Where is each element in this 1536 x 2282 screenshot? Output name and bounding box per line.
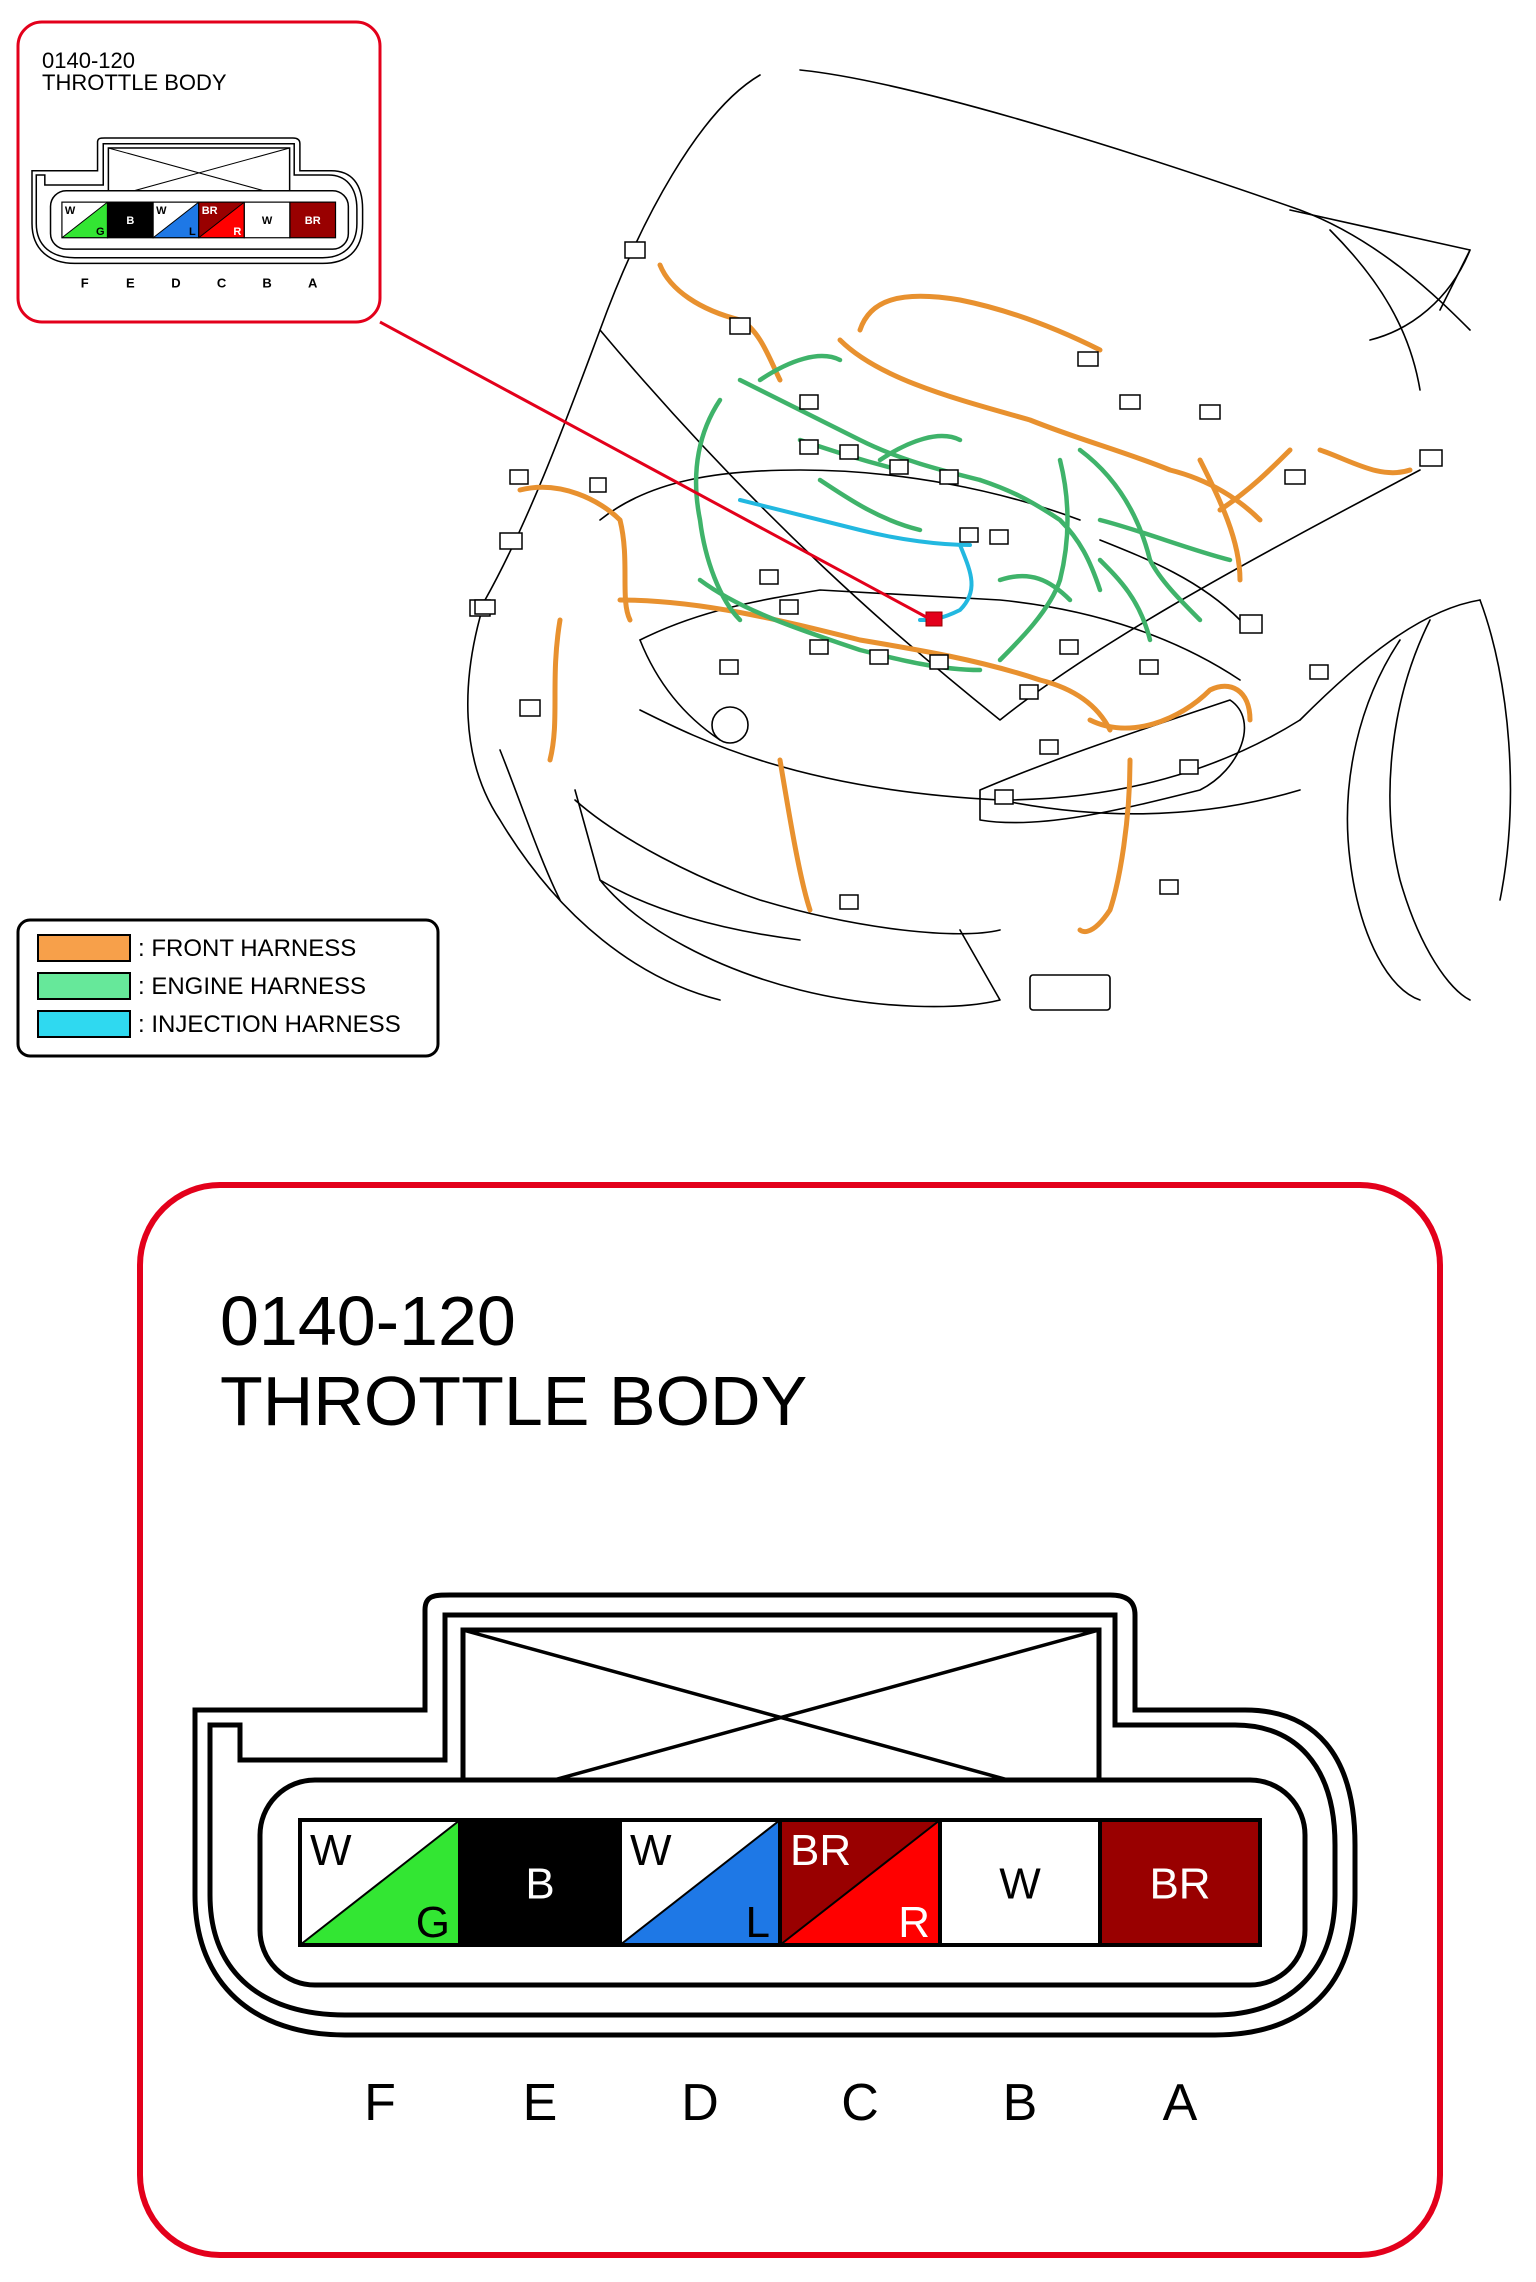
throttle-body-location-marker xyxy=(926,612,942,626)
large-pin-letter-a: A xyxy=(1162,2074,1198,2132)
harness-legend xyxy=(18,920,438,1056)
callout-leader-line xyxy=(380,322,928,618)
legend-swatch-2 xyxy=(38,1011,130,1037)
large-connector-callout xyxy=(140,1185,1440,2255)
large-pin-letter-b: B xyxy=(1002,2074,1038,2132)
legend-swatch-0 xyxy=(38,935,130,961)
small-pin-f-bottom-label: G xyxy=(95,225,105,238)
large-pin-c-bottom-label: R xyxy=(898,1898,930,1947)
small-pin-letter-c: C xyxy=(216,275,227,291)
small-connector-pins xyxy=(62,202,336,238)
large-pin-e-label: B xyxy=(525,1859,555,1909)
small-pin-b-label: W xyxy=(261,214,273,227)
small-pin-letter-f: F xyxy=(80,275,89,291)
legend-label-1: : ENGINE HARNESS xyxy=(138,973,367,1000)
small-pin-c-top-label: BR xyxy=(201,205,218,218)
legend-items xyxy=(38,935,401,1038)
small-pin-d-bottom-label: L xyxy=(188,225,196,238)
small-pin-letter-d: D xyxy=(171,275,181,291)
large-pin-c-top-label: BR xyxy=(790,1826,852,1875)
small-pin-d-top-label: W xyxy=(156,205,167,218)
large-pin-d-bottom-label: L xyxy=(745,1898,770,1947)
engine-harness-lines xyxy=(696,356,1230,670)
injection-harness-lines xyxy=(740,500,972,620)
large-connector-name: THROTTLE BODY xyxy=(220,1362,808,1440)
legend-label-2: : INJECTION HARNESS xyxy=(138,1011,401,1038)
small-pin-letter-e: E xyxy=(125,275,135,291)
small-pin-c-bottom-label: R xyxy=(233,225,242,238)
small-pin-a-label: BR xyxy=(304,214,321,227)
large-pin-c xyxy=(780,1820,940,1947)
large-connector-pins xyxy=(300,1820,1260,1947)
large-pin-letter-e: E xyxy=(522,2074,558,2132)
large-pin-b xyxy=(940,1820,1100,1945)
large-pin-letter-c: C xyxy=(841,2074,879,2132)
large-pin-d xyxy=(620,1820,780,1947)
large-pin-f-bottom-label: G xyxy=(415,1898,450,1947)
large-pin-letter-d: D xyxy=(681,2074,719,2132)
large-connector-code: 0140-120 xyxy=(220,1282,516,1360)
harness-connectors xyxy=(470,242,1442,909)
large-pin-f xyxy=(300,1820,460,1947)
large-pin-e xyxy=(460,1820,620,1945)
large-pin-f-top-label: W xyxy=(310,1826,352,1875)
large-pin-letter-f: F xyxy=(364,2074,396,2132)
large-pin-d-top-label: W xyxy=(630,1826,672,1875)
legend-label-0: : FRONT HARNESS xyxy=(138,935,357,962)
large-pin-a xyxy=(1100,1820,1260,1945)
small-connector-code: 0140-120 xyxy=(42,48,135,73)
small-connector-name: THROTTLE BODY xyxy=(42,70,227,95)
small-pin-letter-b: B xyxy=(262,275,272,291)
small-connector-callout xyxy=(18,22,380,322)
large-pin-a-label: BR xyxy=(1149,1859,1211,1909)
small-pin-f-top-label: W xyxy=(64,205,76,218)
legend-swatch-1 xyxy=(38,973,130,999)
large-pin-b-label: W xyxy=(999,1859,1041,1909)
small-pin-letter-a: A xyxy=(308,275,318,291)
small-pin-e-label: B xyxy=(126,214,135,227)
